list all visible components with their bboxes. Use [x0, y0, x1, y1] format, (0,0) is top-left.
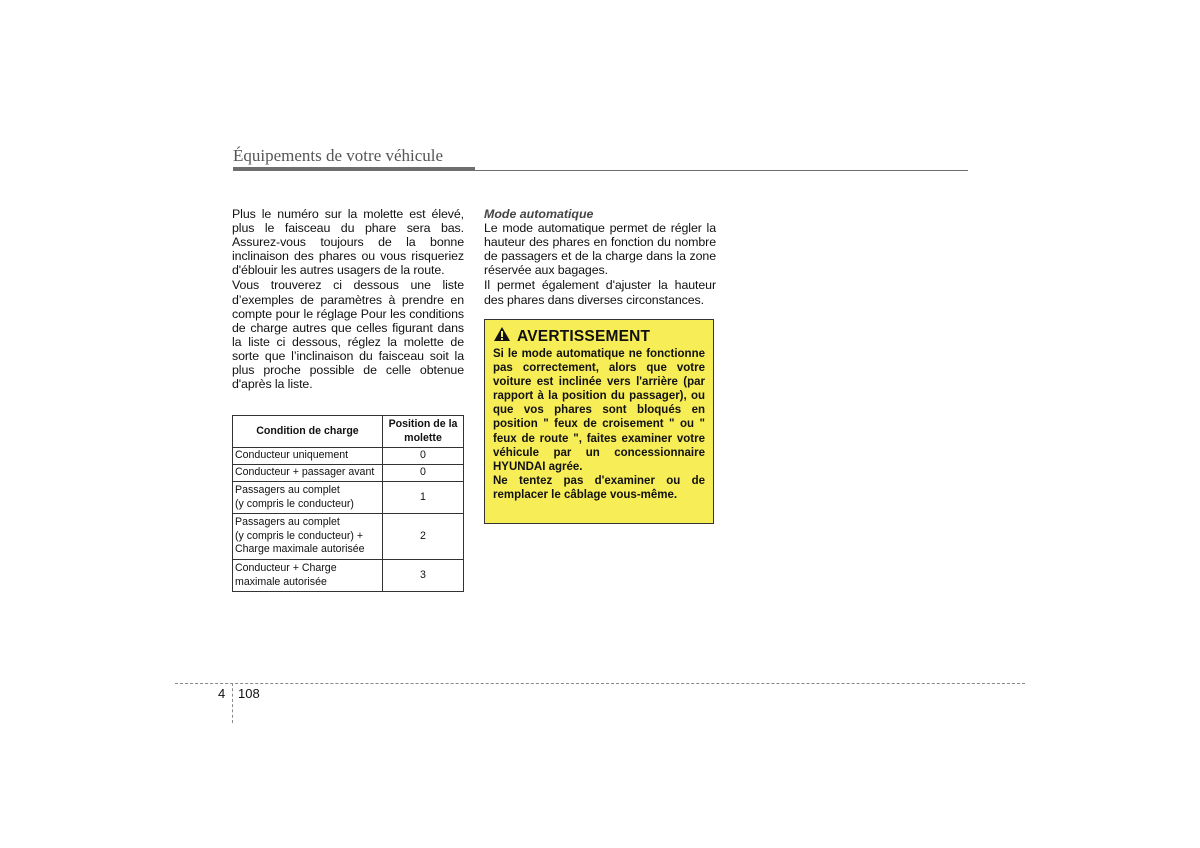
row-condition: Passagers au complet (y compris le conducteur) [233, 482, 383, 514]
right-column [484, 207, 716, 308]
row-position: 1 [383, 482, 464, 514]
paragraph-auto-mode: Le mode automatique permet de régler la hauteur des phares en fonction du nombre de passagers et de la charge dans la zone réservée aux bagages. [484, 221, 716, 278]
warning-box [484, 319, 714, 524]
table-row [233, 465, 464, 482]
section-title: Équipements de votre véhicule [233, 146, 444, 165]
paragraph-molette-intro: Plus le numéro sur la molette est élevé, plus le faisceau du phare sera bas. Assurez-vous toujours de la bonne inclinaison des phares ou vous risqueriez d'éblouir les autres usagers de la route. [232, 207, 464, 278]
warning-title-row [493, 326, 705, 347]
row-position: 0 [383, 448, 464, 465]
footer-divider [175, 683, 1025, 684]
header-rule-thin [475, 170, 968, 171]
header-rule-thick [233, 167, 475, 171]
table-row [233, 560, 464, 592]
row-condition: Conducteur uniquement [233, 448, 383, 465]
row-position: 2 [383, 514, 464, 560]
warning-triangle-icon [493, 326, 511, 347]
paragraph-settings-list: Vous trouverez ci dessous une liste d’exemples de paramètres à prendre en compte pour le réglage Pour les conditions de charge autres que celles figurant dans la liste ci dessous, réglez la molette de sorte que l’inclinaison du faisceau soit la plus proche possible de celle obtenue d'après la liste. [232, 278, 464, 392]
paragraph-auto-adjust: Il permet également d'ajuster la hauteur des phares dans diverses circonstances. [484, 278, 716, 307]
row-condition: Conducteur + Charge maximale autorisée [233, 560, 383, 592]
page-number: 108 [238, 686, 260, 701]
row-condition: Passagers au complet (y compris le conducteur) + Charge maximale autorisée [233, 514, 383, 560]
table-header-row [233, 416, 464, 448]
footer-vertical-divider [232, 683, 233, 723]
table-row [233, 482, 464, 514]
chapter-number: 4 [218, 686, 226, 701]
subheading-mode-automatique: Mode automatique [484, 207, 594, 221]
table-row [233, 448, 464, 465]
warning-title: AVERTISSEMENT [517, 327, 651, 345]
left-column [232, 207, 464, 392]
load-settings-table [232, 415, 464, 592]
warning-text-wiring: Ne tentez pas d'examiner ou de remplacer le câblage vous-même. [493, 474, 705, 501]
table-row [233, 514, 464, 560]
header-position: Position de la molette [383, 416, 464, 448]
warning-text-main: Si le mode automatique ne fonctionne pas correctement, alors que votre voiture est inclinée vers l'arrière (par rapport à la position du passager), ou que vos phares sont bloqués en position " feux de croisement " ou " feux de route ", faites examiner votre véhicule par un concessionnaire HYUNDAI agrée. [493, 348, 705, 473]
row-condition: Conducteur + passager avant [233, 465, 383, 482]
row-position: 0 [383, 465, 464, 482]
row-position: 3 [383, 560, 464, 592]
header-condition: Condition de charge [233, 416, 383, 448]
